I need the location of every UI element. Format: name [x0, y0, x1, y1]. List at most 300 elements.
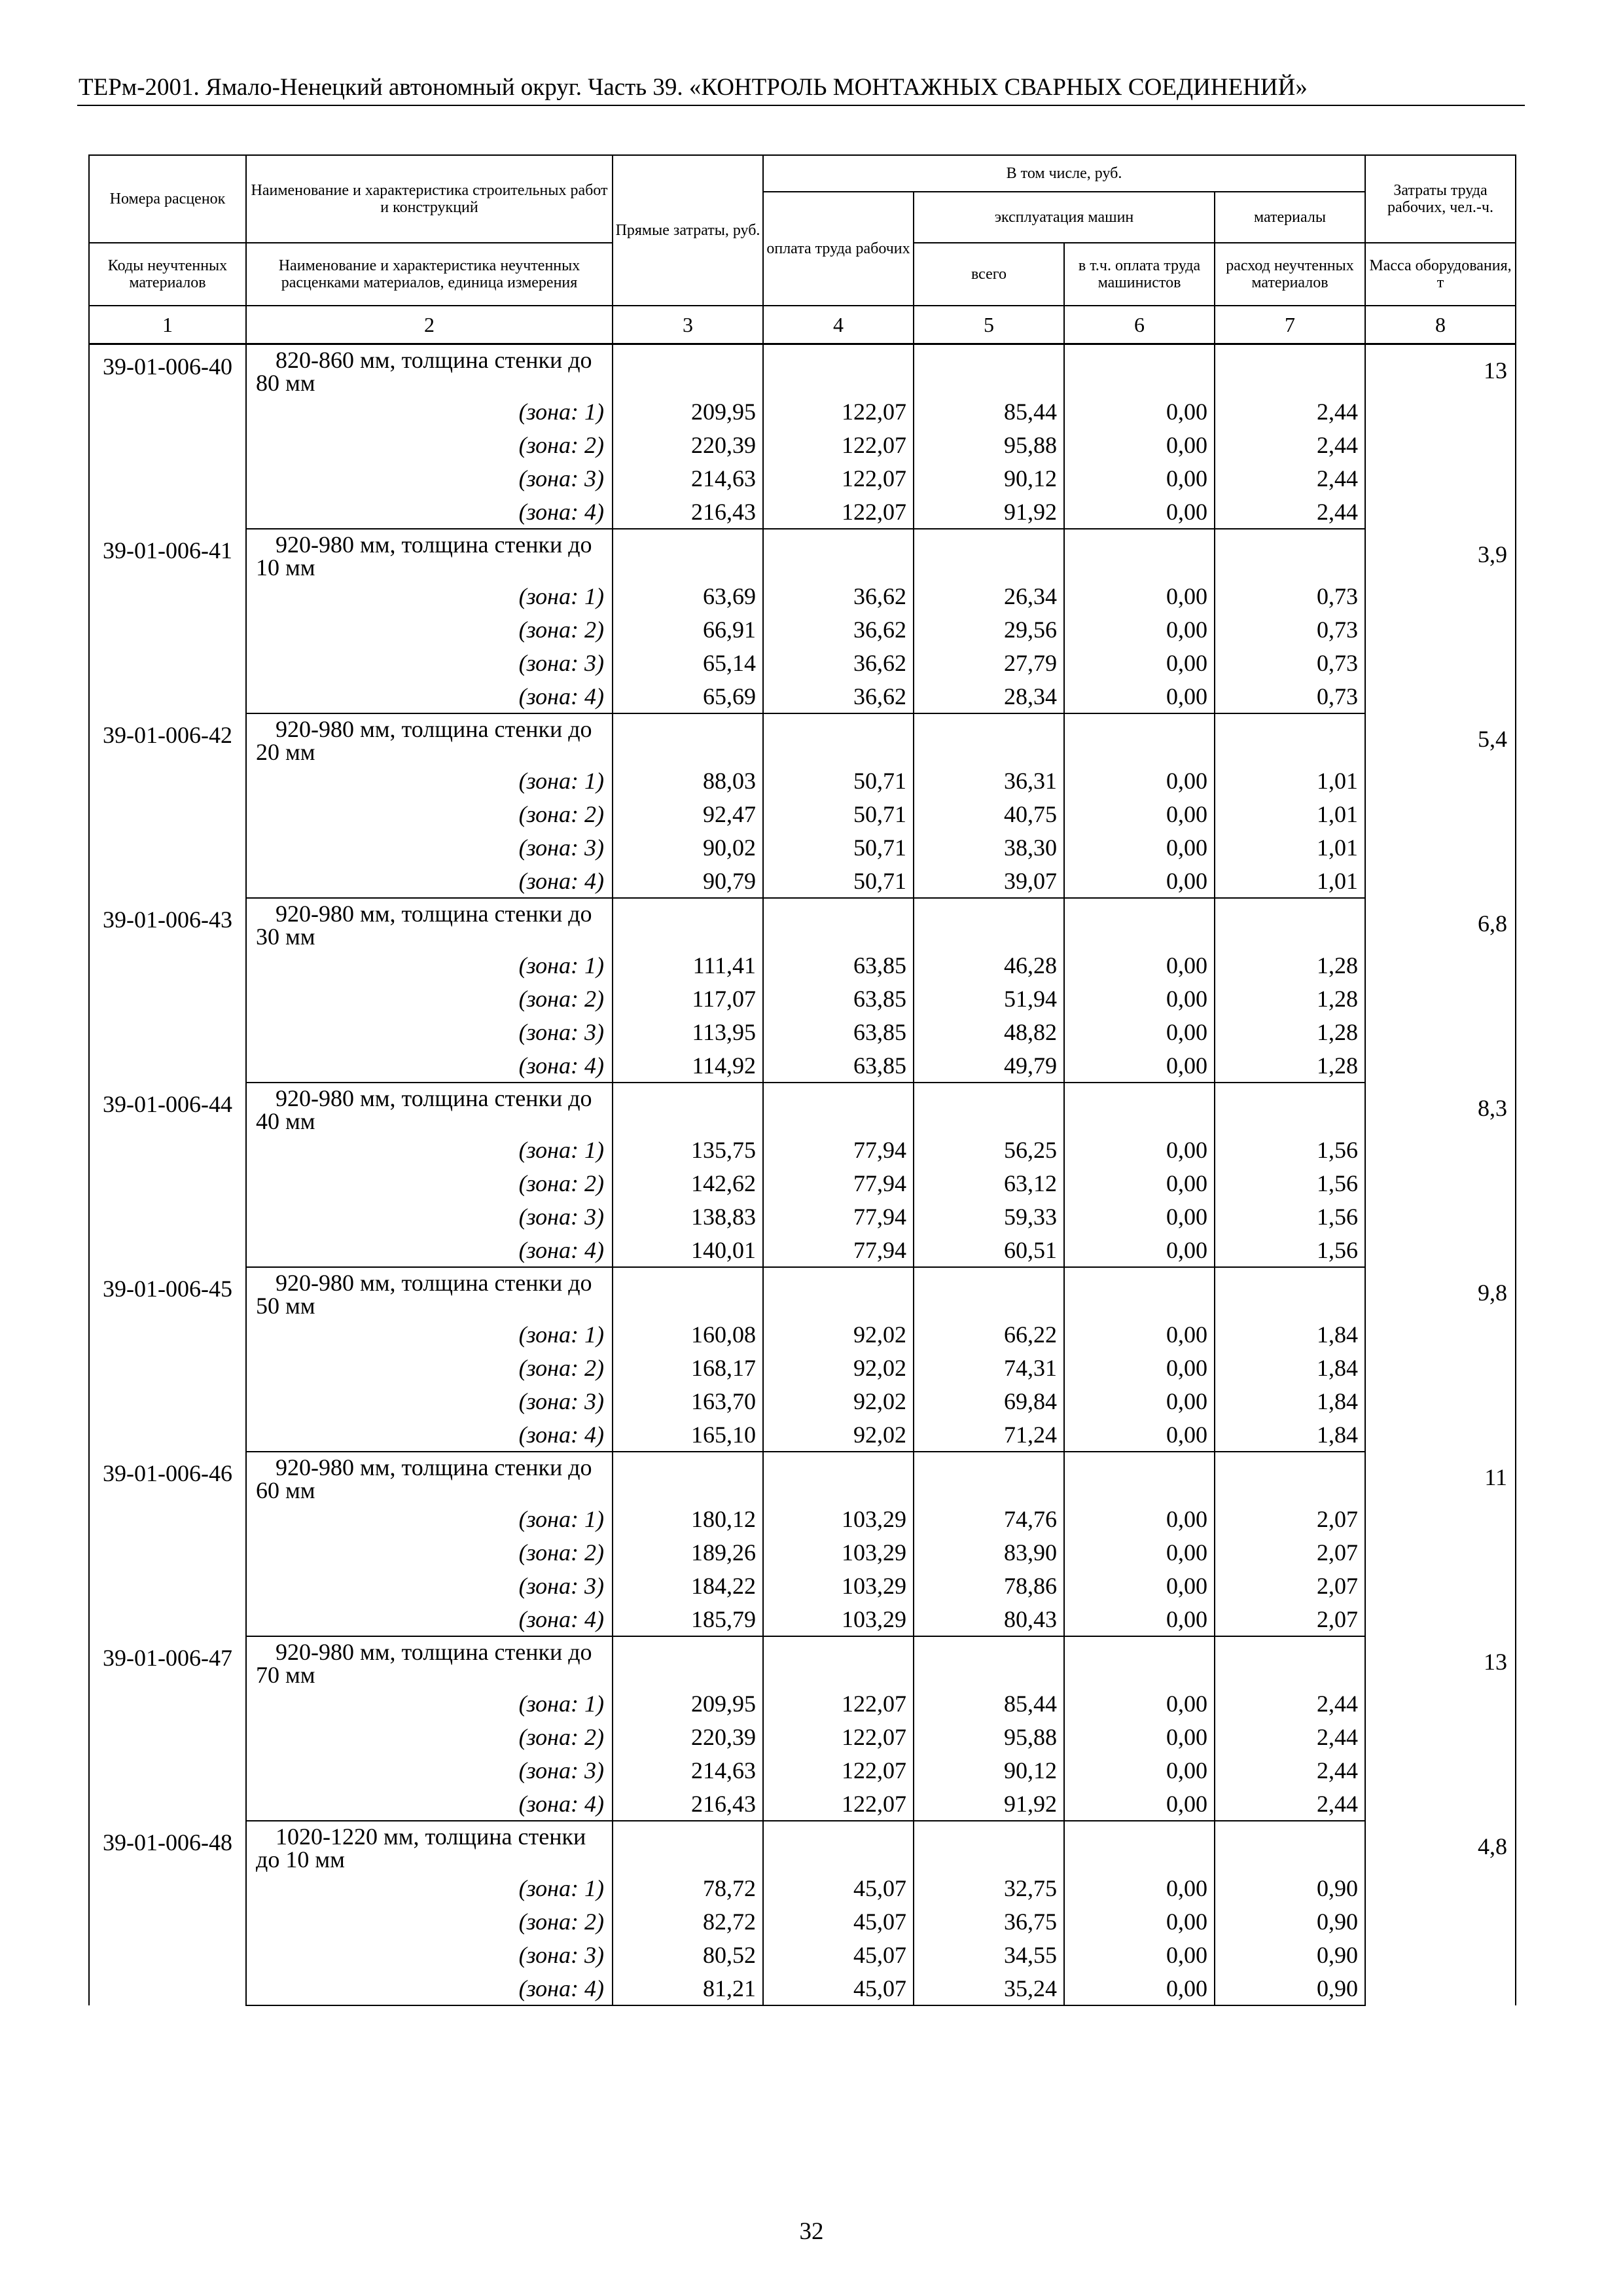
machines-total-value: 35,24 [914, 1971, 1064, 2005]
materials-value: 2,44 [1215, 1720, 1365, 1753]
operators-pay-value: 0,00 [1064, 1871, 1215, 1905]
operators-pay-value: 0,00 [1064, 1569, 1215, 1602]
labor-pay-value: 103,29 [763, 1569, 914, 1602]
zone-label: (зона: 2) [246, 1351, 613, 1384]
table-row [89, 495, 1516, 529]
materials-value: 0,73 [1215, 646, 1365, 679]
materials-value: 0,90 [1215, 1871, 1365, 1905]
direct-costs-value: 90,02 [613, 831, 763, 864]
machines-total-value: 59,33 [914, 1200, 1064, 1233]
labor-pay-value: 122,07 [763, 461, 914, 495]
table-row [89, 1971, 1516, 2005]
materials-value: 2,44 [1215, 1687, 1365, 1720]
table-row [89, 1687, 1516, 1720]
machines-total-value: 51,94 [914, 982, 1064, 1015]
column-number: 6 [1064, 306, 1215, 344]
table-row [89, 1049, 1516, 1083]
materials-value: 0,90 [1215, 1905, 1365, 1938]
materials-value: 2,07 [1215, 1602, 1365, 1636]
materials-value: 1,01 [1215, 797, 1365, 831]
operators-pay-value: 0,00 [1064, 1015, 1215, 1049]
table-row [89, 948, 1516, 982]
labor-pay-value: 103,29 [763, 1602, 914, 1636]
zone-label: (зона: 3) [246, 1938, 613, 1971]
machines-total-value: 29,56 [914, 613, 1064, 646]
materials-value: 2,44 [1215, 495, 1365, 529]
zone-label: (зона: 3) [246, 646, 613, 679]
table-row-title [89, 713, 1516, 764]
materials-value: 2,07 [1215, 1502, 1365, 1535]
labor-pay-value: 45,07 [763, 1871, 914, 1905]
operators-pay-value: 0,00 [1064, 1602, 1215, 1636]
page-number: 32 [799, 2218, 824, 2245]
operators-pay-value: 0,00 [1064, 461, 1215, 495]
labor-costs-value: 6,8 [1365, 898, 1516, 1083]
machines-total-value: 95,88 [914, 428, 1064, 461]
materials-value: 0,73 [1215, 579, 1365, 613]
machines-total-value: 91,92 [914, 1787, 1064, 1821]
column-number: 4 [763, 306, 914, 344]
zone-label: (зона: 3) [246, 831, 613, 864]
materials-value: 1,28 [1215, 948, 1365, 982]
direct-costs-value: 80,52 [613, 1938, 763, 1971]
operators-pay-value: 0,00 [1064, 1200, 1215, 1233]
zone-label: (зона: 3) [246, 1569, 613, 1602]
table-row [89, 764, 1516, 797]
table-row [89, 1418, 1516, 1452]
materials-value: 1,56 [1215, 1133, 1365, 1166]
zone-label: (зона: 2) [246, 982, 613, 1015]
work-description: 1020-1220 мм, толщина стенки до 10 мм [246, 1821, 613, 1871]
direct-costs-value: 65,69 [613, 679, 763, 713]
operators-pay-value: 0,00 [1064, 646, 1215, 679]
machines-total-value: 36,31 [914, 764, 1064, 797]
materials-value: 2,07 [1215, 1569, 1365, 1602]
machines-total-value: 32,75 [914, 1871, 1064, 1905]
materials-value: 2,44 [1215, 395, 1365, 428]
machines-total-value: 28,34 [914, 679, 1064, 713]
direct-costs-value: 216,43 [613, 1787, 763, 1821]
table-row [89, 1535, 1516, 1569]
direct-costs-value: 142,62 [613, 1166, 763, 1200]
labor-costs-value: 13 [1365, 344, 1516, 529]
table-row-title [89, 529, 1516, 579]
labor-pay-value: 122,07 [763, 1720, 914, 1753]
labor-costs-value: 13 [1365, 1636, 1516, 1821]
rate-code: 39-01-006-42 [89, 713, 246, 898]
zone-label: (зона: 1) [246, 1687, 613, 1720]
machines-total-value: 69,84 [914, 1384, 1064, 1418]
operators-pay-value: 0,00 [1064, 1502, 1215, 1535]
operators-pay-value: 0,00 [1064, 864, 1215, 898]
direct-costs-value: 160,08 [613, 1318, 763, 1351]
header-equipment-mass: Масса оборудования, т [1365, 243, 1516, 306]
materials-value: 1,84 [1215, 1318, 1365, 1351]
machines-total-value: 40,75 [914, 797, 1064, 831]
materials-value: 1,01 [1215, 864, 1365, 898]
operators-pay-value: 0,00 [1064, 1971, 1215, 2005]
work-description: 920-980 мм, толщина стенки до 50 мм [246, 1267, 613, 1318]
labor-pay-value: 92,02 [763, 1418, 914, 1452]
operators-pay-value: 0,00 [1064, 797, 1215, 831]
labor-pay-value: 77,94 [763, 1233, 914, 1267]
machines-total-value: 36,75 [914, 1905, 1064, 1938]
header-machine-operation: эксплуатация машин [914, 192, 1215, 243]
direct-costs-value: 220,39 [613, 1720, 763, 1753]
labor-pay-value: 50,71 [763, 864, 914, 898]
direct-costs-value: 66,91 [613, 613, 763, 646]
materials-value: 1,56 [1215, 1200, 1365, 1233]
labor-costs-value: 8,3 [1365, 1083, 1516, 1267]
labor-costs-value: 3,9 [1365, 529, 1516, 713]
labor-pay-value: 122,07 [763, 1753, 914, 1787]
machines-total-value: 26,34 [914, 579, 1064, 613]
direct-costs-value: 163,70 [613, 1384, 763, 1418]
table-row [89, 1166, 1516, 1200]
column-number: 3 [613, 306, 763, 344]
rate-code: 39-01-006-44 [89, 1083, 246, 1267]
direct-costs-value: 168,17 [613, 1351, 763, 1384]
operators-pay-value: 0,00 [1064, 982, 1215, 1015]
direct-costs-value: 209,95 [613, 395, 763, 428]
materials-value: 1,28 [1215, 982, 1365, 1015]
machines-total-value: 46,28 [914, 948, 1064, 982]
zone-label: (зона: 4) [246, 864, 613, 898]
table-row-title [89, 344, 1516, 395]
operators-pay-value: 0,00 [1064, 1905, 1215, 1938]
machines-total-value: 34,55 [914, 1938, 1064, 1971]
labor-pay-value: 77,94 [763, 1166, 914, 1200]
zone-label: (зона: 4) [246, 1971, 613, 2005]
operators-pay-value: 0,00 [1064, 1753, 1215, 1787]
zone-label: (зона: 4) [246, 1418, 613, 1452]
direct-costs-value: 78,72 [613, 1871, 763, 1905]
zone-label: (зона: 2) [246, 428, 613, 461]
zone-label: (зона: 4) [246, 495, 613, 529]
labor-pay-value: 92,02 [763, 1351, 914, 1384]
header-operators-pay: в т.ч. оплата труда машинистов [1064, 243, 1215, 306]
labor-costs-value: 4,8 [1365, 1821, 1516, 2005]
zone-label: (зона: 3) [246, 1015, 613, 1049]
labor-pay-value: 122,07 [763, 495, 914, 529]
rate-code: 39-01-006-47 [89, 1636, 246, 1821]
zone-label: (зона: 2) [246, 1166, 613, 1200]
table-row [89, 864, 1516, 898]
operators-pay-value: 0,00 [1064, 1166, 1215, 1200]
zone-label: (зона: 1) [246, 948, 613, 982]
direct-costs-value: 214,63 [613, 1753, 763, 1787]
labor-pay-value: 36,62 [763, 579, 914, 613]
operators-pay-value: 0,00 [1064, 1233, 1215, 1267]
table-row [89, 1871, 1516, 1905]
materials-value: 2,44 [1215, 1787, 1365, 1821]
table-row [89, 1720, 1516, 1753]
machines-total-value: 85,44 [914, 1687, 1064, 1720]
table-row-title [89, 1821, 1516, 1871]
rate-code: 39-01-006-46 [89, 1452, 246, 1636]
operators-pay-value: 0,00 [1064, 428, 1215, 461]
materials-value: 2,07 [1215, 1535, 1365, 1569]
labor-pay-value: 36,62 [763, 613, 914, 646]
materials-value: 1,56 [1215, 1233, 1365, 1267]
direct-costs-value: 88,03 [613, 764, 763, 797]
table-row [89, 797, 1516, 831]
table-row-title [89, 1267, 1516, 1318]
header-unaccounted-names: Наименование и характеристика неучтенных расценками материалов, единица измерения [246, 243, 613, 306]
table-row [89, 613, 1516, 646]
machines-total-value: 91,92 [914, 495, 1064, 529]
table-row [89, 1384, 1516, 1418]
header-total: всего [914, 243, 1064, 306]
table-row-title [89, 898, 1516, 948]
table-row [89, 1938, 1516, 1971]
direct-costs-value: 138,83 [613, 1200, 763, 1233]
materials-value: 2,44 [1215, 1753, 1365, 1787]
column-number: 2 [246, 306, 613, 344]
machines-total-value: 49,79 [914, 1049, 1064, 1083]
operators-pay-value: 0,00 [1064, 948, 1215, 982]
labor-pay-value: 63,85 [763, 1015, 914, 1049]
labor-pay-value: 50,71 [763, 764, 914, 797]
table-row [89, 646, 1516, 679]
operators-pay-value: 0,00 [1064, 1687, 1215, 1720]
operators-pay-value: 0,00 [1064, 1535, 1215, 1569]
direct-costs-value: 189,26 [613, 1535, 763, 1569]
header-labor-pay: оплата труда рабочих [763, 192, 914, 306]
labor-pay-value: 92,02 [763, 1384, 914, 1418]
table-row [89, 579, 1516, 613]
zone-label: (зона: 2) [246, 1905, 613, 1938]
labor-pay-value: 45,07 [763, 1938, 914, 1971]
header-rule [77, 105, 1525, 106]
work-description: 820-860 мм, толщина стенки до 80 мм [246, 344, 613, 395]
direct-costs-value: 135,75 [613, 1133, 763, 1166]
direct-costs-value: 113,95 [613, 1015, 763, 1049]
zone-label: (зона: 1) [246, 579, 613, 613]
materials-value: 1,28 [1215, 1049, 1365, 1083]
operators-pay-value: 0,00 [1064, 1938, 1215, 1971]
direct-costs-value: 81,21 [613, 1971, 763, 2005]
direct-costs-value: 114,92 [613, 1049, 763, 1083]
work-description: 920-980 мм, толщина стенки до 60 мм [246, 1452, 613, 1502]
labor-pay-value: 122,07 [763, 428, 914, 461]
materials-value: 1,01 [1215, 764, 1365, 797]
materials-value: 2,44 [1215, 461, 1365, 495]
labor-pay-value: 36,62 [763, 679, 914, 713]
table-row [89, 982, 1516, 1015]
direct-costs-value: 214,63 [613, 461, 763, 495]
operators-pay-value: 0,00 [1064, 1351, 1215, 1384]
labor-pay-value: 92,02 [763, 1318, 914, 1351]
direct-costs-value: 220,39 [613, 428, 763, 461]
table-row-title [89, 1083, 1516, 1133]
machines-total-value: 38,30 [914, 831, 1064, 864]
direct-costs-value: 165,10 [613, 1418, 763, 1452]
direct-costs-value: 180,12 [613, 1502, 763, 1535]
direct-costs-value: 216,43 [613, 495, 763, 529]
operators-pay-value: 0,00 [1064, 395, 1215, 428]
direct-costs-value: 140,01 [613, 1233, 763, 1267]
direct-costs-value: 111,41 [613, 948, 763, 982]
materials-value: 0,90 [1215, 1971, 1365, 2005]
labor-pay-value: 77,94 [763, 1200, 914, 1233]
table-row [89, 428, 1516, 461]
table-row [89, 1753, 1516, 1787]
direct-costs-value: 65,14 [613, 646, 763, 679]
labor-pay-value: 63,85 [763, 1049, 914, 1083]
zone-label: (зона: 1) [246, 1502, 613, 1535]
zone-label: (зона: 3) [246, 1200, 613, 1233]
zone-label: (зона: 3) [246, 461, 613, 495]
zone-label: (зона: 1) [246, 1133, 613, 1166]
table-row [89, 395, 1516, 428]
table-row-title [89, 1636, 1516, 1687]
operators-pay-value: 0,00 [1064, 831, 1215, 864]
machines-total-value: 39,07 [914, 864, 1064, 898]
labor-costs-value: 9,8 [1365, 1267, 1516, 1452]
table-row [89, 1569, 1516, 1602]
zone-label: (зона: 3) [246, 1753, 613, 1787]
machines-total-value: 66,22 [914, 1318, 1064, 1351]
header-including: В том числе, руб. [763, 155, 1365, 192]
materials-value: 1,84 [1215, 1384, 1365, 1418]
labor-pay-value: 77,94 [763, 1133, 914, 1166]
labor-pay-value: 103,29 [763, 1535, 914, 1569]
table-row [89, 461, 1516, 495]
document-header-title: ТЕРм-2001. Ямало-Ненецкий автономный округ. Часть 39. «КОНТРОЛЬ МОНТАЖНЫХ СВАРНЫХ СОЕДИНЕНИЙ» [79, 74, 1308, 101]
direct-costs-value: 63,69 [613, 579, 763, 613]
machines-total-value: 85,44 [914, 395, 1064, 428]
column-number: 7 [1215, 306, 1365, 344]
zone-label: (зона: 4) [246, 1049, 613, 1083]
zone-label: (зона: 1) [246, 395, 613, 428]
machines-total-value: 71,24 [914, 1418, 1064, 1452]
machines-total-value: 74,31 [914, 1351, 1064, 1384]
work-description: 920-980 мм, толщина стенки до 10 мм [246, 529, 613, 579]
header-work-name: Наименование и характеристика строительных работ и конструкций [246, 155, 613, 243]
machines-total-value: 56,25 [914, 1133, 1064, 1166]
zone-label: (зона: 2) [246, 1720, 613, 1753]
work-description: 920-980 мм, толщина стенки до 40 мм [246, 1083, 613, 1133]
table-row [89, 1905, 1516, 1938]
machines-total-value: 48,82 [914, 1015, 1064, 1049]
table-row [89, 1351, 1516, 1384]
machines-total-value: 90,12 [914, 461, 1064, 495]
zone-label: (зона: 2) [246, 1535, 613, 1569]
table-row [89, 1787, 1516, 1821]
zone-label: (зона: 4) [246, 1233, 613, 1267]
machines-total-value: 78,86 [914, 1569, 1064, 1602]
direct-costs-value: 209,95 [613, 1687, 763, 1720]
operators-pay-value: 0,00 [1064, 613, 1215, 646]
zone-label: (зона: 3) [246, 1384, 613, 1418]
zone-label: (зона: 1) [246, 1871, 613, 1905]
labor-pay-value: 122,07 [763, 395, 914, 428]
table-row [89, 831, 1516, 864]
header-labor-costs: Затраты труда рабочих, чел.-ч. [1365, 155, 1516, 243]
table-row [89, 1015, 1516, 1049]
direct-costs-value: 117,07 [613, 982, 763, 1015]
operators-pay-value: 0,00 [1064, 1133, 1215, 1166]
zone-label: (зона: 4) [246, 1787, 613, 1821]
operators-pay-value: 0,00 [1064, 495, 1215, 529]
labor-costs-value: 11 [1365, 1452, 1516, 1636]
materials-value: 0,90 [1215, 1938, 1365, 1971]
column-number: 5 [914, 306, 1064, 344]
labor-pay-value: 45,07 [763, 1971, 914, 2005]
direct-costs-value: 82,72 [613, 1905, 763, 1938]
operators-pay-value: 0,00 [1064, 1318, 1215, 1351]
materials-value: 0,73 [1215, 679, 1365, 713]
zone-label: (зона: 4) [246, 1602, 613, 1636]
labor-pay-value: 50,71 [763, 797, 914, 831]
operators-pay-value: 0,00 [1064, 764, 1215, 797]
operators-pay-value: 0,00 [1064, 1418, 1215, 1452]
machines-total-value: 74,76 [914, 1502, 1064, 1535]
zone-label: (зона: 2) [246, 613, 613, 646]
rate-code: 39-01-006-41 [89, 529, 246, 713]
zone-label: (зона: 2) [246, 797, 613, 831]
operators-pay-value: 0,00 [1064, 1384, 1215, 1418]
operators-pay-value: 0,00 [1064, 1720, 1215, 1753]
direct-costs-value: 184,22 [613, 1569, 763, 1602]
direct-costs-value: 185,79 [613, 1602, 763, 1636]
materials-value: 1,84 [1215, 1351, 1365, 1384]
operators-pay-value: 0,00 [1064, 1787, 1215, 1821]
labor-pay-value: 63,85 [763, 982, 914, 1015]
zone-label: (зона: 1) [246, 1318, 613, 1351]
table-row [89, 1200, 1516, 1233]
machines-total-value: 60,51 [914, 1233, 1064, 1267]
labor-pay-value: 36,62 [763, 646, 914, 679]
header-materials: материалы [1215, 192, 1365, 243]
table-row-title [89, 1452, 1516, 1502]
materials-value: 1,28 [1215, 1015, 1365, 1049]
materials-value: 1,01 [1215, 831, 1365, 864]
table-row [89, 1602, 1516, 1636]
table-row [89, 1502, 1516, 1535]
rate-code: 39-01-006-40 [89, 344, 246, 529]
machines-total-value: 83,90 [914, 1535, 1064, 1569]
table-row [89, 679, 1516, 713]
rate-code: 39-01-006-48 [89, 1821, 246, 2005]
header-rate-number: Номера расценок [89, 155, 246, 243]
table-body [89, 344, 1516, 2006]
materials-value: 1,84 [1215, 1418, 1365, 1452]
materials-value: 1,56 [1215, 1166, 1365, 1200]
machines-total-value: 80,43 [914, 1602, 1064, 1636]
header-unaccounted-consumption: расход неучтенных материалов [1215, 243, 1365, 306]
work-description: 920-980 мм, толщина стенки до 30 мм [246, 898, 613, 948]
direct-costs-value: 92,47 [613, 797, 763, 831]
operators-pay-value: 0,00 [1064, 679, 1215, 713]
labor-pay-value: 103,29 [763, 1502, 914, 1535]
labor-pay-value: 50,71 [763, 831, 914, 864]
machines-total-value: 27,79 [914, 646, 1064, 679]
direct-costs-value: 90,79 [613, 864, 763, 898]
rates-table [88, 154, 1516, 2006]
table-row [89, 1233, 1516, 1267]
labor-costs-value: 5,4 [1365, 713, 1516, 898]
materials-value: 0,73 [1215, 613, 1365, 646]
column-number: 1 [89, 306, 246, 344]
zone-label: (зона: 1) [246, 764, 613, 797]
work-description: 920-980 мм, толщина стенки до 20 мм [246, 713, 613, 764]
operators-pay-value: 0,00 [1064, 1049, 1215, 1083]
operators-pay-value: 0,00 [1064, 579, 1215, 613]
header-unaccounted-codes: Коды неучтенных материалов [89, 243, 246, 306]
rate-code: 39-01-006-45 [89, 1267, 246, 1452]
